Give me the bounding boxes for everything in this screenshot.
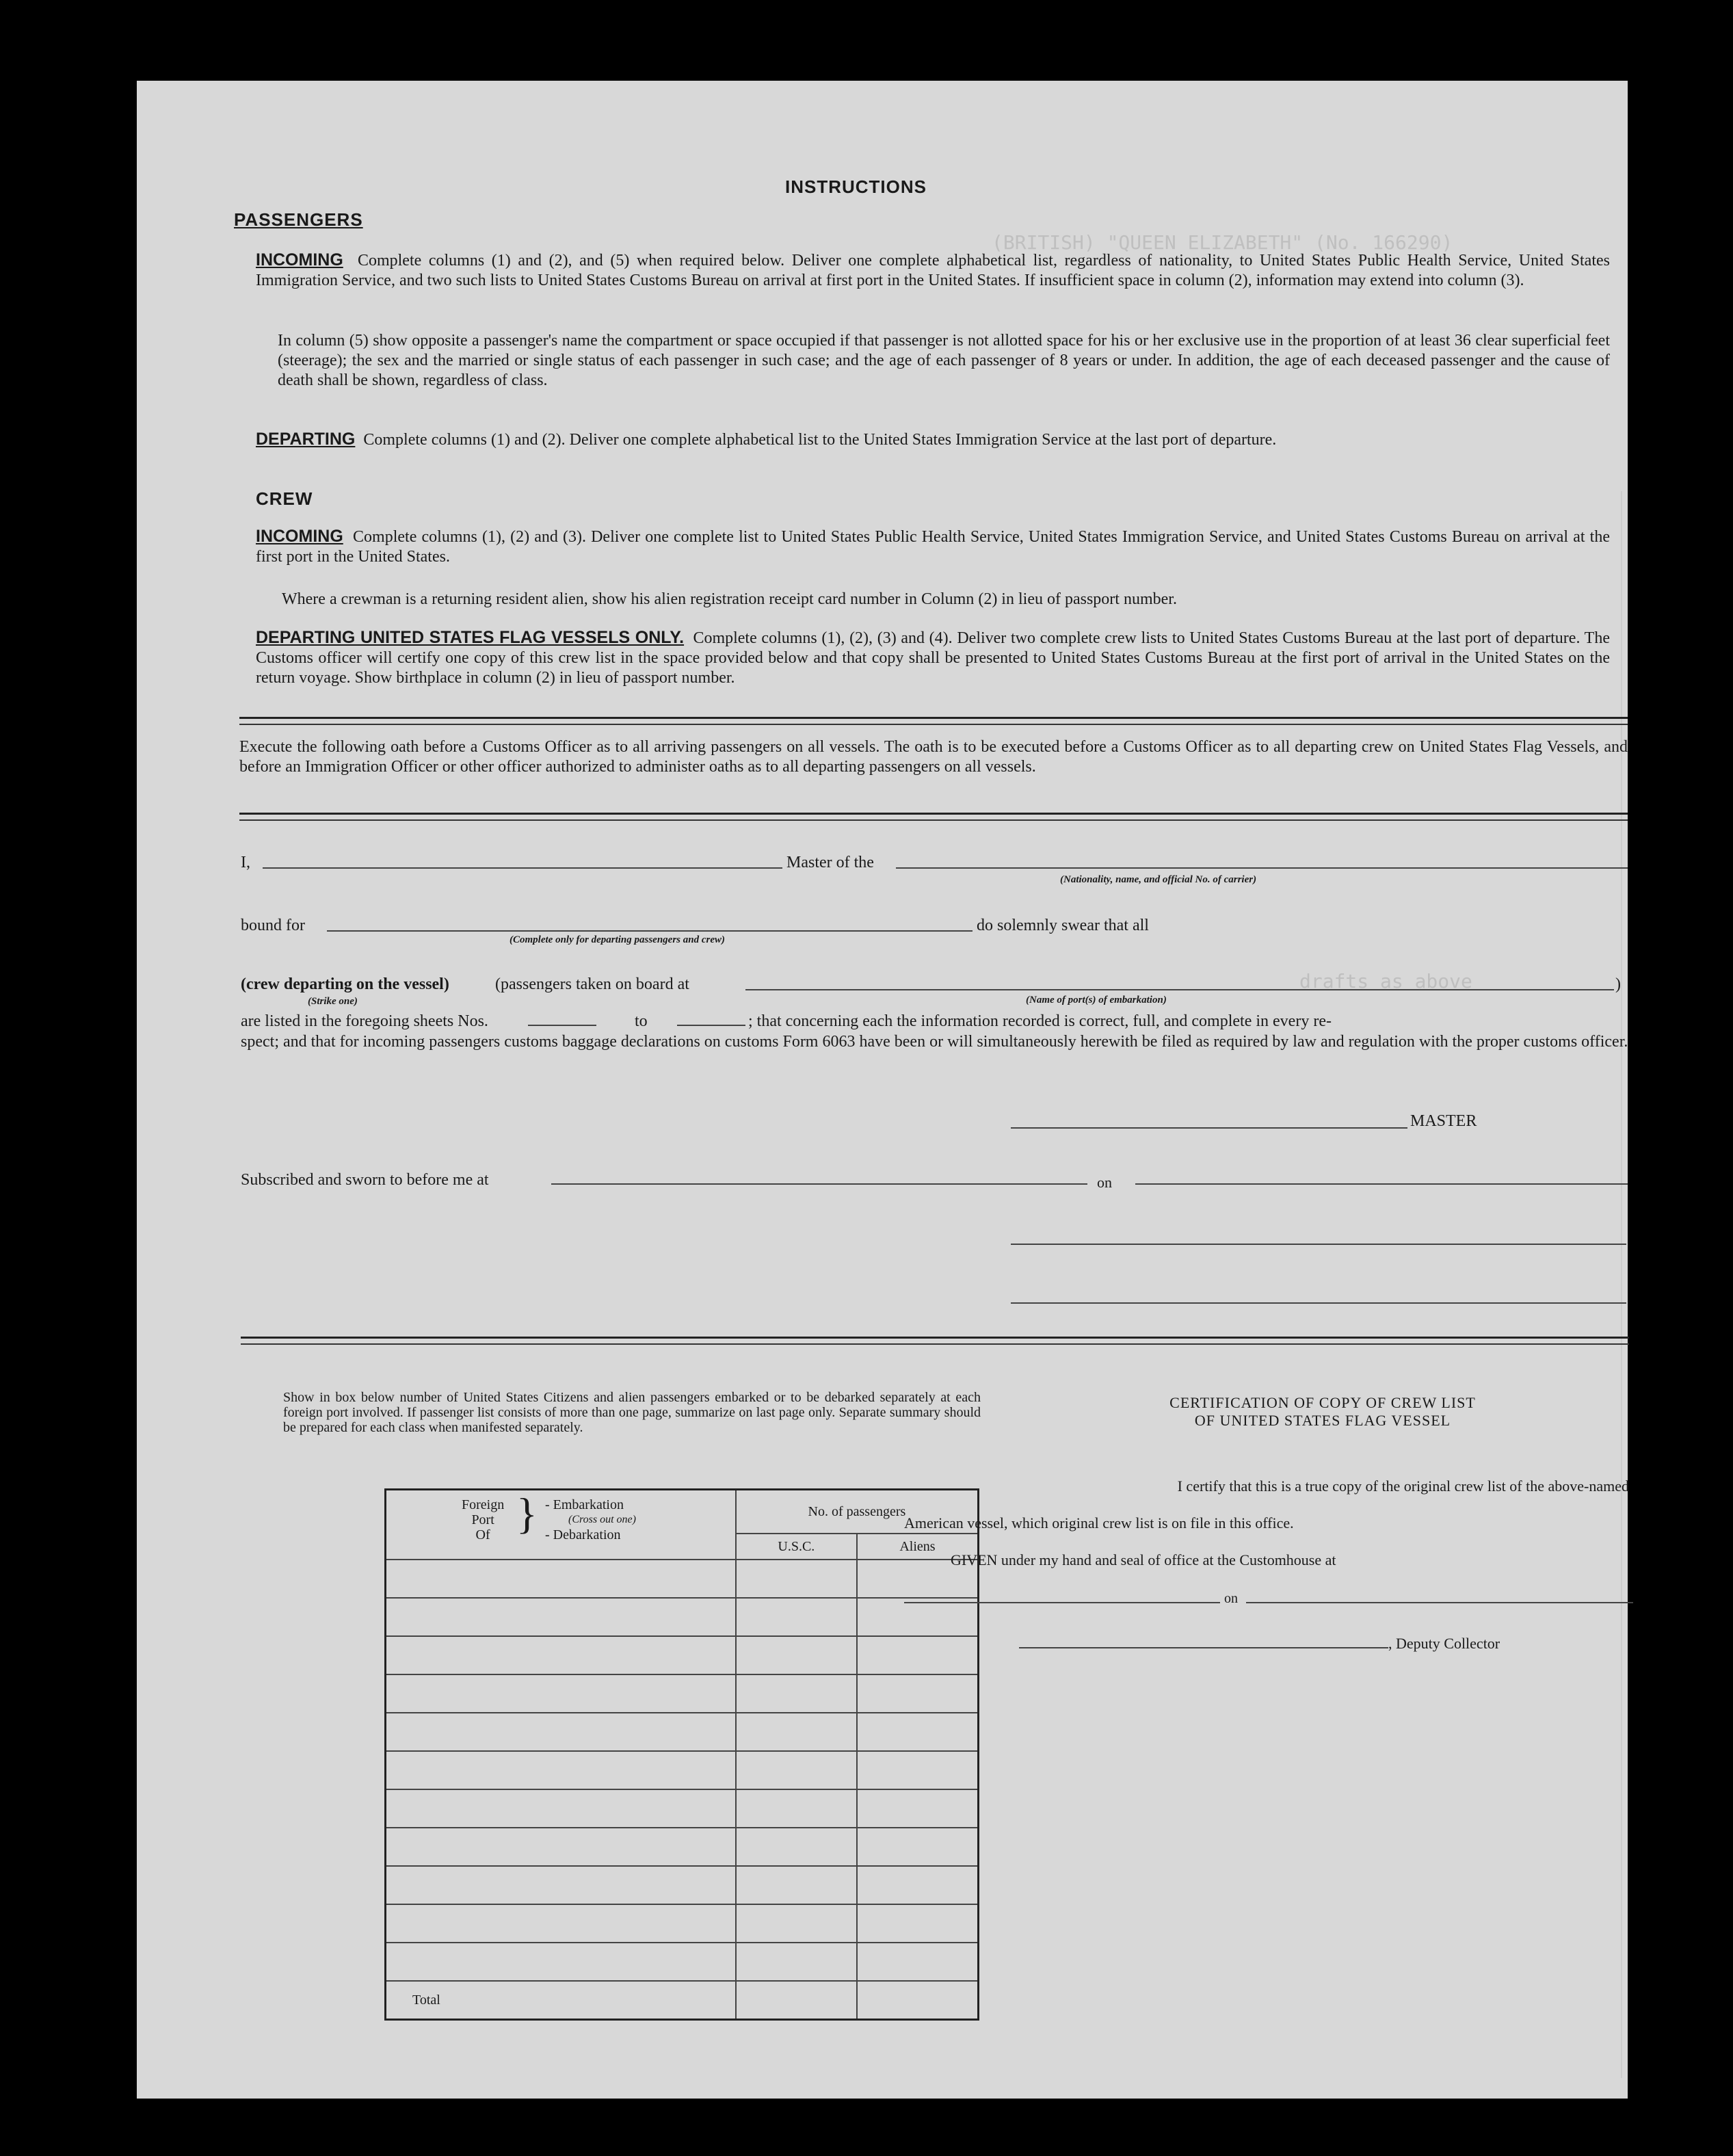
oath-swear: do solemnly swear that all	[977, 917, 1149, 934]
port-cell[interactable]	[386, 1789, 736, 1828]
divider	[239, 717, 1628, 719]
oath-subscribed: Subscribed and sworn to before me at	[241, 1171, 489, 1189]
table-row	[386, 1751, 979, 1789]
oath-close-paren: )	[1615, 975, 1621, 993]
divider	[239, 813, 1628, 815]
certification-text-2: American vessel, which original crew list is on file in this office.	[904, 1514, 1294, 1531]
aliens-header: Aliens	[857, 1534, 979, 1560]
crew-departing-text: Complete columns (1), (2), (3) and (4). Deliver two complete crew lists to United States Customs Bureau at the last port of departure. The Customs officer will certify one copy of this crew list in the space provided below and that copy shall be presented to United States Customs Bureau at the first port of arrival in the United States on the return voyage. Show birthplace in column (2) in lieu of passport number.	[256, 629, 1610, 687]
certification-heading-1: CERTIFICATION OF COPY OF CREW LIST	[1169, 1394, 1476, 1411]
oath-listed-c: spect; and that for incoming passengers customs baggage declarations on customs Form 6063 have been or will simultaneously herewith be filed as required by law and regulation with the proper customs officer.	[241, 1033, 1628, 1051]
aliens-cell[interactable]	[857, 1713, 979, 1751]
aliens-cell[interactable]	[857, 1943, 979, 1981]
customhouse-field[interactable]	[904, 1602, 1220, 1603]
divider	[239, 724, 1628, 725]
port-cell[interactable]	[386, 1943, 736, 1981]
usc-cell[interactable]	[736, 1674, 857, 1713]
of-label: Of	[475, 1527, 490, 1542]
oath-master-of: Master of the	[786, 854, 874, 871]
crew-departing-block	[256, 628, 1610, 688]
usc-cell[interactable]	[736, 1598, 857, 1636]
deputy-collector-label: , Deputy Collector	[1388, 1635, 1500, 1652]
crew-incoming-block	[256, 527, 1610, 567]
usc-cell[interactable]	[736, 1789, 857, 1828]
divider	[241, 1343, 1629, 1345]
aliens-cell[interactable]	[857, 1904, 979, 1943]
passengers-incoming-block	[256, 250, 1610, 291]
usc-cell[interactable]	[736, 1713, 857, 1751]
sworn-date-field[interactable]	[1135, 1183, 1628, 1185]
show-through-bleed	[1621, 491, 1677, 2078]
passengers-column5-text: In column (5) show opposite a passenger's name the compartment or space occupied if that passenger is not allotted space for his or her exclusive use in the proportion of at least 36 clear superficial feet (steerage); the sex and the married or single status of each passenger in such case; and the age of each passenger of 8 years or under. In addition, the age of each deceased passenger and the cause of death shall be shown, regardless of class.	[278, 332, 1610, 389]
table-row	[386, 1943, 979, 1981]
show-through-text: (BRITISH) "QUEEN ELIZABETH" (No. 166290)	[992, 231, 1453, 254]
port-cell[interactable]	[386, 1636, 736, 1674]
usc-cell[interactable]	[736, 1636, 857, 1674]
table-row	[386, 1713, 979, 1751]
oath-intro: Execute the following oath before a Customs Officer as to all arriving passengers on all vessels. The oath is to be executed before a Customs Officer as to all departing crew on United States Flag Vessels, and before an Immigration Officer or other officer authorized to administer oaths as to all departing passengers on all vessels.	[239, 738, 1628, 776]
oath-listed-to: to	[635, 1012, 648, 1030]
crew-departing-label: DEPARTING UNITED STATES FLAG VESSELS ONLY.	[256, 628, 685, 647]
certification-heading	[1015, 1394, 1630, 1430]
master-signature-field[interactable]	[1011, 1127, 1407, 1129]
usc-cell[interactable]	[736, 1751, 857, 1789]
table-row	[386, 1674, 979, 1713]
page-title: INSTRUCTIONS	[785, 176, 927, 197]
aliens-cell[interactable]	[857, 1751, 979, 1789]
embarkation-label[interactable]: - Embarkation	[545, 1497, 624, 1512]
port-cell[interactable]	[386, 1904, 736, 1943]
certification-on: on	[1224, 1591, 1238, 1606]
summary-instructions: Show in box below number of United States Citizens and alien passengers embarked or to be debarked separately at each foreign port involved. If passenger list consists of more than one page, summarize on last page only. Separate summary should be prepared for each class when manifested separately.	[283, 1390, 981, 1435]
port-cell[interactable]	[386, 1713, 736, 1751]
oath-i-label: I,	[241, 854, 250, 871]
aliens-cell[interactable]	[857, 1636, 979, 1674]
carrier-note: (Nationality, name, and official No. of carrier)	[1060, 874, 1257, 885]
sheet-from-field[interactable]	[528, 1025, 596, 1026]
port-cell[interactable]	[386, 1751, 736, 1789]
passengers-departing-block	[256, 430, 1610, 450]
no-of-passengers-header: No. of passengers	[736, 1490, 979, 1534]
port-cell[interactable]	[386, 1560, 736, 1598]
table-row	[386, 1866, 979, 1904]
master-name-field[interactable]	[263, 867, 782, 869]
deputy-collector-signature-field[interactable]	[1019, 1647, 1388, 1648]
brace-icon: }	[516, 1489, 538, 1538]
bound-note: (Complete only for departing passengers and crew)	[510, 934, 725, 945]
certification-text-1: I certify that this is a true copy of the original crew list of the above-named	[1177, 1477, 1629, 1495]
sworn-place-field[interactable]	[551, 1183, 1087, 1185]
table-row	[386, 1904, 979, 1943]
port-note: (Name of port(s) of embarkation)	[1026, 995, 1167, 1005]
cross-out-note: (Cross out one)	[568, 1514, 636, 1525]
oath-bound-for: bound for	[241, 917, 305, 934]
aliens-cell[interactable]	[857, 1828, 979, 1866]
certification-heading-2: OF UNITED STATES FLAG VESSEL	[1194, 1412, 1451, 1429]
foreign-label: Foreign	[462, 1497, 505, 1512]
table-row	[386, 1636, 979, 1674]
port-cell[interactable]	[386, 1828, 736, 1866]
port-cell[interactable]	[386, 1598, 736, 1636]
divider	[239, 819, 1628, 821]
crew-heading: CREW	[256, 488, 313, 509]
usc-cell[interactable]	[736, 1560, 857, 1598]
oath-passengers-taken[interactable]: (passengers taken on board at	[495, 975, 689, 993]
table-row	[386, 1789, 979, 1828]
total-usc-cell[interactable]	[736, 1981, 857, 2020]
oath-listed-b: ; that concerning each the information recorded is correct, full, and complete in every re-	[748, 1012, 1332, 1030]
show-through-text: drafts as above	[1299, 970, 1472, 992]
total-label: Total	[386, 1981, 736, 2020]
oath-crew-departing[interactable]: (crew departing on the vessel)	[241, 975, 449, 993]
usc-cell[interactable]	[736, 1866, 857, 1904]
aliens-cell[interactable]	[857, 1789, 979, 1828]
foreign-port-header	[386, 1490, 736, 1560]
passengers-heading: PASSENGERS	[234, 209, 363, 230]
aliens-cell[interactable]	[857, 1866, 979, 1904]
aliens-cell[interactable]	[857, 1674, 979, 1713]
crew-incoming-label: INCOMING	[256, 527, 343, 546]
total-row	[386, 1981, 979, 2020]
total-aliens-cell[interactable]	[857, 1981, 979, 2020]
crew-resident-text: Where a crewman is a returning resident alien, show his alien registration receipt card number in Column (2) in lieu of passport number.	[282, 590, 1177, 608]
divider	[241, 1337, 1629, 1339]
table-row	[386, 1828, 979, 1866]
passengers-incoming-label: INCOMING	[256, 250, 343, 270]
usc-header: U.S.C.	[736, 1534, 857, 1560]
certification-given: GIVEN under my hand and seal of office at the Customhouse at	[951, 1551, 1336, 1568]
officer-signature-field[interactable]	[1011, 1244, 1626, 1245]
oath-listed-a: are listed in the foregoing sheets Nos.	[241, 1012, 488, 1030]
document-sheet	[137, 81, 1628, 2099]
sheet-to-field[interactable]	[677, 1025, 745, 1026]
aliens-cell[interactable]	[857, 1598, 979, 1636]
usc-cell[interactable]	[736, 1904, 857, 1943]
oath-on: on	[1097, 1174, 1112, 1191]
passengers-incoming-text: Complete columns (1) and (2), and (5) when required below. Deliver one complete alphabetical list, regardless of nationality, to United States Public Health Service, United States Immigration Service, and two such lists to United States Customs Bureau on arrival at first port in the United States. If insufficient space in column (2), information may extend into column (3).	[256, 252, 1610, 289]
strike-note: (Strike one)	[308, 996, 358, 1007]
usc-cell[interactable]	[736, 1943, 857, 1981]
certification-date-field[interactable]	[1246, 1602, 1633, 1603]
debarkation-label[interactable]: - Debarkation	[545, 1527, 621, 1542]
carrier-field[interactable]	[896, 867, 1628, 869]
officer-title-field[interactable]	[1011, 1302, 1626, 1304]
crew-incoming-text: Complete columns (1), (2) and (3). Deliver one complete list to United States Public Health Service, United States Immigration Service, and United States Customs Bureau on arrival at the first port in the United States.	[256, 528, 1610, 566]
embarkation-port-field[interactable]	[745, 989, 1614, 990]
passenger-summary-table	[384, 1488, 979, 2021]
passengers-departing-text: Complete columns (1) and (2). Deliver one complete alphabetical list to the United States Immigration Service at the last port of departure.	[363, 431, 1277, 449]
master-label: MASTER	[1410, 1112, 1477, 1130]
port-cell[interactable]	[386, 1866, 736, 1904]
port-label: Port	[471, 1512, 494, 1527]
bound-for-field[interactable]	[327, 930, 973, 932]
passengers-departing-label: DEPARTING	[256, 430, 356, 449]
port-cell[interactable]	[386, 1674, 736, 1713]
usc-cell[interactable]	[736, 1828, 857, 1866]
table-row	[386, 1560, 979, 1598]
table-row	[386, 1598, 979, 1636]
